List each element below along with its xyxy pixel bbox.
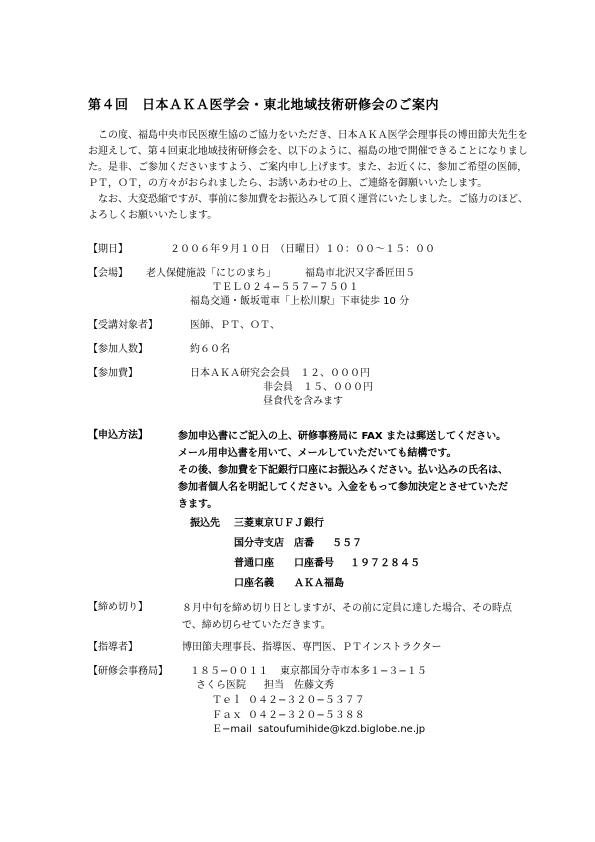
branch-number: ５５７ [332, 538, 362, 549]
account-name-label: 口座名義 [234, 578, 274, 589]
office-tel: ０４２−３２０−５３７７ [248, 695, 365, 706]
office-fax: ０４２−３２０−５３８８ [248, 710, 365, 721]
deadline-text: ８月中旬を締め切り日としますが、その前に定員に達した場合、その時点で、締め切らせていただきます。 [182, 603, 512, 631]
apply-body [178, 428, 508, 513]
office-contact: 担当 佐藤文秀 [264, 680, 334, 691]
office-label: 【研修会事務局】 [88, 666, 168, 677]
date-label: 【期日】 [88, 244, 128, 255]
intro-paragraph-1: この度、福島中央市民医療生協のご協力をいただき、日本ＡＫＡ医学会理事長の博田節夫先生をお迎えして、第４回東北地域技術研修会を、以下のように、福島の地で開催できることになりました。是非、ご参加くださいますよう、ご案内申し上げます。また、お近くに、参加ご希望の医師，ＰＴ，ＯＴ，の方々がおられましたら、お誘いあわせの上、ご連絡を御願いいたします。 [88, 130, 528, 189]
apply-label: 【申込方法】 [88, 430, 148, 441]
branch-label: 国分寺支店 [234, 538, 284, 549]
branch-number-label: 店番 [294, 538, 314, 549]
bank-label: 振込先 [190, 518, 220, 529]
intro-paragraph-2: なお、大変恐縮ですが、事前に参加費をお振込みして頂く運営にいたしました。ご協力のほど、よろしくお願いいたします。 [88, 194, 528, 221]
deadline-label: 【締め切り】 [88, 602, 148, 613]
fee-label: 【参加費】 [88, 368, 138, 379]
participants-label: 【参加人数】 [88, 344, 148, 355]
apply-instructions-1: 参加申込書にご記入の上、研修事務局に FAX または郵送してください。メール用申込書を用いて、メールしていただいても結構です。 [178, 431, 507, 459]
venue-label: 【会場】 [88, 268, 128, 279]
page-title: 第４回 日本ＡＫＡ医学会・東北地域技術研修会のご案内 [88, 98, 440, 113]
instructors-label: 【指導者】 [88, 642, 138, 653]
account-number: １９７２８４５ [350, 558, 420, 569]
office-email: satoufumihide@kzd.biglobe.ne.jp [258, 724, 426, 735]
office-clinic: さくら医院 [196, 680, 246, 691]
account-type: 普通口座 [234, 558, 274, 569]
fee-member: 日本ＡＫＡ研究会会員 １２、０００円 [190, 368, 370, 379]
office-postal-code: １８５−００１１ [190, 666, 269, 677]
apply-instructions-2: その後、参加費を下記銀行口座にお振込みください。払い込みの氏名は、参加者個人名を明記してください。入金をもって参加決定とさせていただきます。 [178, 465, 508, 510]
office-fax-label: Ｆａｘ [212, 710, 242, 721]
venue-access: 福島交通・飯坂電車「上松川駅」下車徒歩 10 分 [190, 296, 410, 307]
target-label: 【受講対象者】 [88, 320, 158, 331]
instructors-value: 博田節夫理事長、指導医、専門医、ＰＴインストラクター [182, 642, 442, 653]
participants-value: 約６０名 [190, 344, 230, 355]
fee-nonmember: 非会員 １５、０００円 [263, 382, 373, 393]
venue-address: 福島市北沢又字番匠田５ [305, 268, 415, 279]
target-value: 医師、ＰＴ、ＯＴ、 [190, 320, 280, 331]
bank-name: 三菱東京ＵＦＪ銀行 [234, 518, 324, 529]
venue-name: 老人保健施設「にじのまち」 [146, 268, 276, 279]
date-value: ２００６年９月１０日 （日曜日）１０：００〜１５：００ [170, 244, 435, 255]
venue-tel: ＴＥＬ０２４−５５７−７５０１ [212, 282, 359, 293]
intro-section [88, 128, 528, 224]
office-email-label: Ｅ−mail [212, 724, 252, 735]
office-tel-label: Ｔｅｌ [212, 695, 242, 706]
account-name: ＡＫＡ福島 [294, 578, 344, 589]
account-number-label: 口座番号 [294, 558, 334, 569]
fee-lunch-note: 昼食代を含みます [263, 396, 343, 407]
office-address: 東京都国分寺市本多１−３−１５ [280, 666, 427, 677]
